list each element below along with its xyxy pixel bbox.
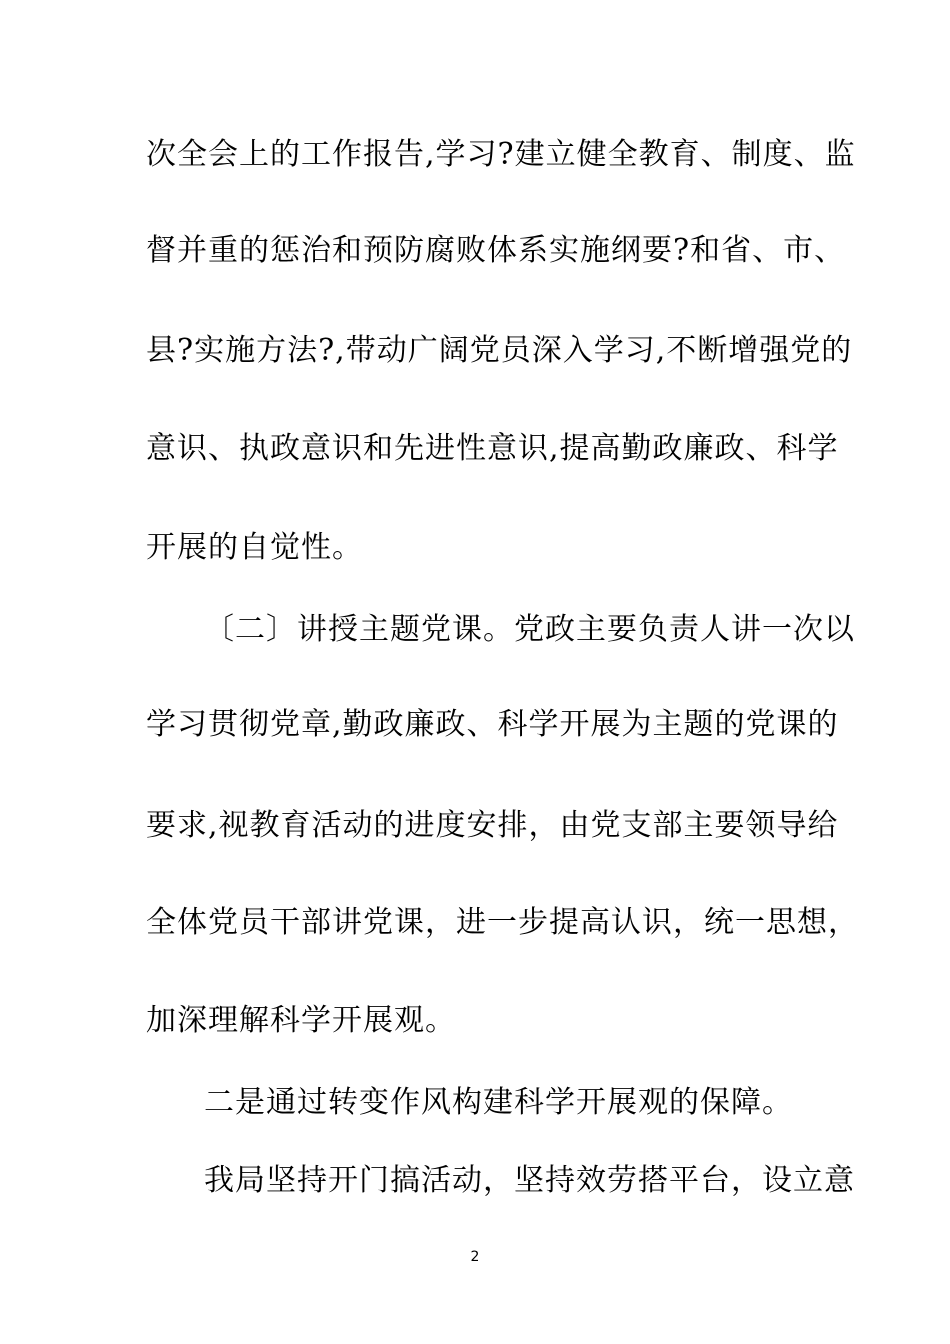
text-line: 〔二〕讲授主题党课。党政主要负责人讲一次以 (204, 612, 855, 647)
text-line: 我局坚持开门搞活动，坚持效劳搭平台，设立意 (204, 1163, 855, 1198)
text-line: 督并重的惩治和预防腐败体系实施纲要?和省、市、 (146, 233, 846, 268)
text-line: 要求,视教育活动的进度安排，由党支部主要领导给 (146, 808, 839, 843)
text-line: 次全会上的工作报告,学习?建立健全教育、制度、监 (146, 137, 856, 172)
text-line: 县?实施方法?,带动广阔党员深入学习,不断增强党的 (146, 333, 853, 368)
text-line: 学习贯彻党章,勤政廉政、科学开展为主题的党课的 (146, 707, 839, 742)
text-line: 开展的自觉性。 (146, 530, 363, 565)
text-line: 加深理解科学开展观。 (146, 1003, 456, 1038)
page-number: 2 (470, 1249, 480, 1265)
text-line: 全体党员干部讲党课，进一步提高认识，统一思想， (146, 905, 859, 940)
text-line: 意识、执政意识和先进性意识,提高勤政廉政、科学 (146, 431, 839, 466)
text-line: 二是通过转变作风构建科学开展观的保障。 (204, 1085, 793, 1120)
